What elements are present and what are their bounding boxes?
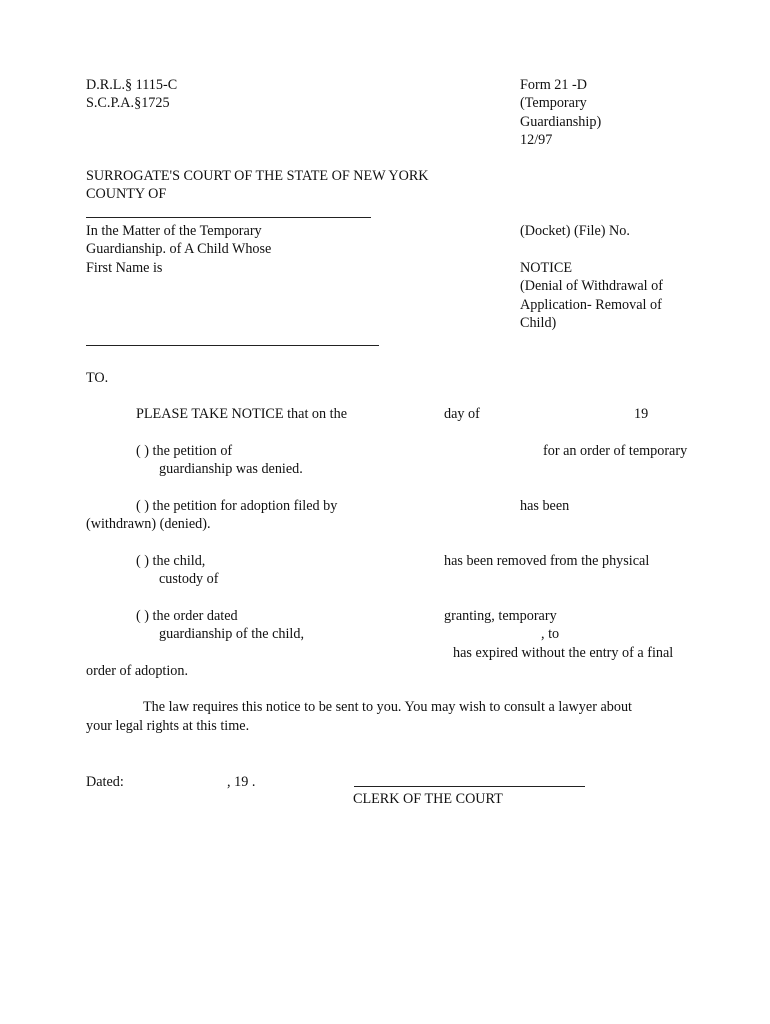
law-notice-line-1: The law requires this notice to be sent to you. You may wish to consult a lawyer about	[143, 699, 632, 715]
option-petition-denied: ( ) the petition of	[136, 443, 233, 459]
form-type-line-2: Guardianship)	[520, 114, 602, 130]
law-notice-line-2: your legal rights at this time.	[86, 718, 250, 734]
day-of-label: day of	[444, 406, 480, 422]
caption-top-rule	[86, 217, 371, 218]
option-order-guardianship: guardianship of the child,	[159, 626, 304, 642]
option-adoption-has-been: has been	[520, 498, 570, 514]
to-label: TO.	[86, 370, 109, 386]
option-order-expired: has expired without the entry of a final	[453, 645, 674, 661]
matter-line-1: In the Matter of the Temporary	[86, 223, 262, 239]
please-take-notice: PLEASE TAKE NOTICE that on the	[136, 406, 347, 422]
option-petition-denied-cont: for an order of temporary	[543, 443, 688, 459]
notice-title: NOTICE	[520, 260, 573, 276]
notice-subtitle-2: Application- Removal of	[520, 297, 662, 313]
option-child-removed: ( ) the child,	[136, 553, 206, 569]
matter-line-3: First Name is	[86, 260, 163, 276]
option-order-to: , to	[541, 626, 560, 642]
matter-line-2: Guardianship. of A Child Whose	[86, 241, 272, 257]
notice-subtitle-3: Child)	[520, 315, 557, 331]
option-child-custody: custody of	[159, 571, 219, 587]
option-adoption-status: (withdrawn) (denied).	[86, 516, 211, 532]
notice-subtitle-1: (Denial of Withdrawal of	[520, 278, 663, 294]
docket-number-label: (Docket) (File) No.	[520, 223, 630, 239]
option-child-removed-cont: has been removed from the physical	[444, 553, 650, 569]
year-label: 19	[634, 406, 649, 422]
option-order-granting: granting, temporary	[444, 608, 557, 624]
dated-label: Dated:	[86, 774, 124, 790]
court-county: COUNTY OF	[86, 186, 167, 202]
caption-bottom-rule	[86, 345, 379, 346]
option-order-dated: ( ) the order dated	[136, 608, 238, 624]
option-order-adoption: order of adoption.	[86, 663, 189, 679]
citation-drl: D.R.L.§ 1115-C	[86, 77, 178, 93]
clerk-of-court: CLERK OF THE COURT	[353, 791, 503, 807]
option-adoption-petition: ( ) the petition for adoption filed by	[136, 498, 338, 514]
option-petition-denied-end: guardianship was denied.	[159, 461, 303, 477]
clerk-signature-line	[354, 786, 585, 787]
dated-year: , 19 .	[227, 774, 256, 790]
court-name: SURROGATE'S COURT OF THE STATE OF NEW YORK	[86, 168, 429, 184]
form-date: 12/97	[520, 132, 553, 148]
citation-scpa: S.C.P.A.§1725	[86, 95, 170, 111]
form-type-line-1: (Temporary	[520, 95, 587, 111]
form-number: Form 21 -D	[520, 77, 587, 93]
